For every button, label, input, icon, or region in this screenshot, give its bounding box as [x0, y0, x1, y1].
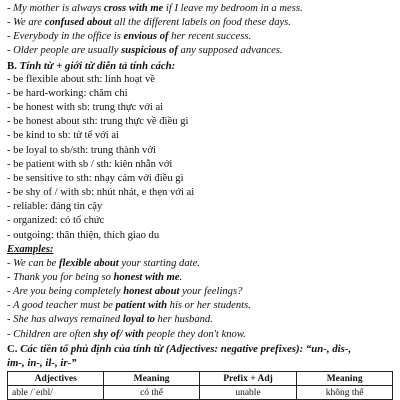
list-item: - be honest with sb: trung thực với ai [7, 102, 164, 114]
column-header: Adjectives [8, 372, 104, 386]
section-title: Các tiền tố phủ định của tính từ (Adjectives: negative prefixes): “un-, dis-, [20, 342, 352, 355]
list-item: - be kind to sb: tử tế với ai [7, 130, 119, 142]
adjective-list [7, 73, 394, 243]
example-text: . [179, 271, 183, 283]
example-bold-phrase: honest with me [113, 271, 180, 283]
example-text: - My mother is always [7, 3, 104, 14]
example-text: - We can be [7, 257, 59, 269]
list-item: - be hard-working: chăm chỉ [7, 87, 128, 99]
example-bold-phrase: confused about [44, 17, 112, 29]
example-line [7, 30, 394, 44]
section-b-heading [7, 59, 394, 73]
example-text: - Children are often [7, 328, 94, 340]
table-cell: không thể [297, 386, 393, 400]
example-line [7, 285, 394, 299]
example-bold-phrase: loyal to [122, 314, 155, 326]
section-b-examples [7, 257, 394, 342]
list-item: - organized: có tổ chức [7, 215, 105, 227]
example-text: - Thank you for being so [7, 271, 114, 283]
example-text: your feelings? [179, 286, 243, 298]
list-item: - outgoing: thân thiện, thích giao du [7, 229, 160, 241]
example-line [7, 2, 394, 16]
list-item: - be sensitive to sth: nhạy cảm với điều gì [7, 172, 184, 184]
example-bold-phrase: cross with me [103, 3, 164, 14]
example-line [7, 313, 394, 327]
section-letter: C. [7, 342, 18, 355]
column-header: Meaning [297, 372, 393, 386]
example-text: - Are you being completely [7, 286, 124, 298]
section-c-heading [7, 342, 394, 356]
section-letter: B. [7, 59, 17, 72]
example-text: if I leave my bedroom in a mess. [163, 3, 303, 14]
section-title: Tính từ + giới từ diễn tả tính cách: [19, 59, 176, 72]
example-text: any supposed advances. [177, 45, 283, 57]
table-header-row [8, 372, 393, 386]
example-text: his or her students. [167, 300, 251, 312]
table-row [8, 386, 393, 400]
table-cell: có thể [104, 386, 199, 400]
example-text: all the different labels on food these days. [111, 17, 291, 29]
example-line [7, 257, 394, 271]
example-line [7, 328, 394, 342]
list-item: - be flexible about sth: linh hoạt về [7, 73, 155, 85]
example-bold-phrase: shy of/ with [93, 328, 144, 340]
example-line [7, 271, 394, 285]
example-text: - She has always remained [7, 314, 123, 326]
example-bold-phrase: flexible about [58, 257, 119, 269]
example-text: - Everybody in the office is [7, 31, 124, 43]
top-examples [7, 2, 394, 59]
examples-label: Examples: [7, 243, 54, 255]
example-text: - A good teacher must be [7, 300, 116, 312]
column-header: Prefix + Adj [199, 372, 297, 386]
example-text: her husband. [154, 314, 213, 326]
table-cell: unable [199, 386, 297, 400]
list-item: - be loyal to sb/sth: trung thành với [7, 144, 156, 156]
list-item: - reliable: đáng tin cậy [7, 201, 103, 213]
example-line [7, 44, 394, 58]
example-line [7, 299, 394, 313]
example-bold-phrase: honest about [123, 286, 180, 298]
example-text: people they don't know. [143, 328, 246, 340]
example-text: your starting date. [118, 257, 200, 269]
example-line [7, 16, 394, 30]
list-item: - be shy of / with sb: nhút nhát, e thẹn với ai [7, 187, 195, 199]
list-item: - be honest about sth: trung thực về điều gì [7, 116, 189, 128]
list-item: - be patient with sb / sth: kiên nhẫn với [7, 158, 173, 170]
column-header: Meaning [104, 372, 199, 386]
example-text: - We are [7, 17, 45, 29]
example-text: - Older people are usually [7, 45, 122, 57]
example-bold-phrase: patient with [115, 300, 167, 312]
prefix-table [7, 371, 393, 400]
example-bold-phrase: envious of [123, 31, 169, 43]
example-bold-phrase: suspicious of [121, 45, 178, 57]
example-text: her recent success. [168, 31, 252, 43]
section-c-heading-continued: im-, in-, il-, ir-” [7, 356, 77, 369]
table-cell: able /ˈeɪbl/ [8, 386, 104, 400]
